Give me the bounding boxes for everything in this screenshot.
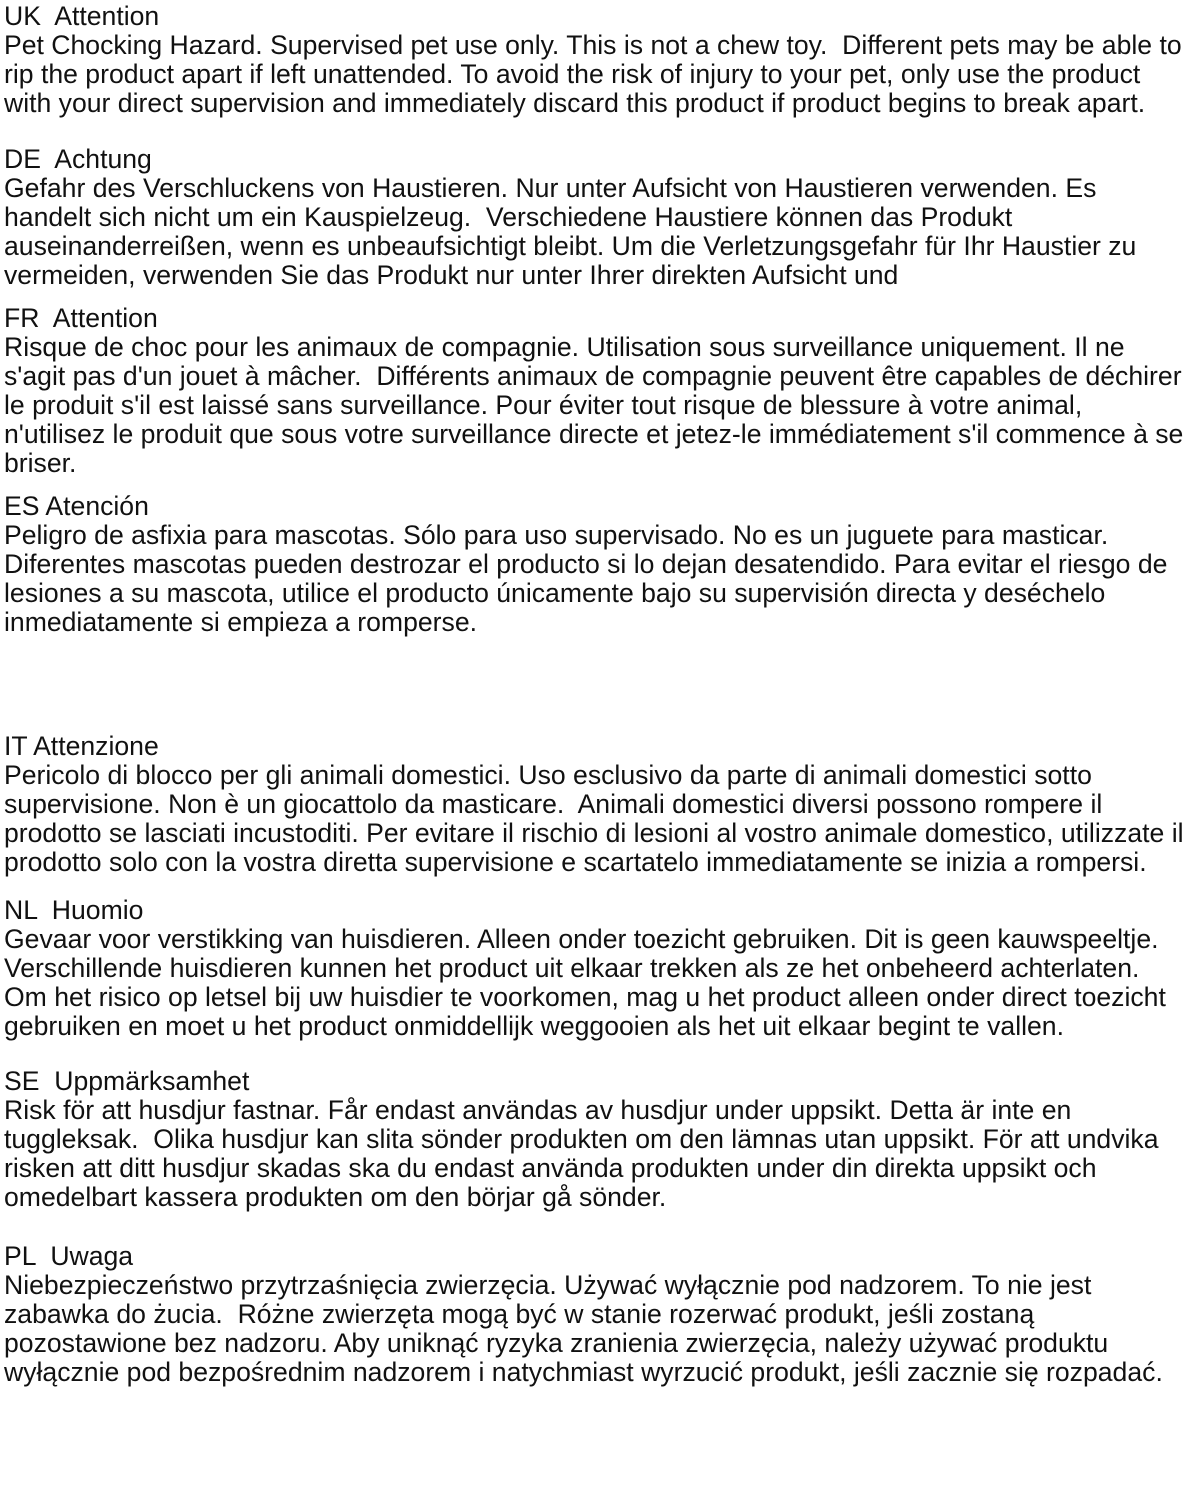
section-body-nl: Gevaar voor verstikking van huisdieren. Alleen onder toezicht gebruiken. Dit is geen kauwspeeltje. Verschillende huisdieren kunnen het product uit elkaar trekken als ze het onbeheerd achterlaten. Om het risico op letsel bij uw huisdier te voorkomen, mag u het product alleen onder direct toezicht gebruiken en moet u het product onmiddellijk weggooien als het uit elkaar begint te vallen. [4,924,1174,1041]
section-body-uk: Pet Chocking Hazard. Supervised pet use only. This is not a chew toy. Different pets may be able to rip the product apart if left unattended. To avoid the risk of injury to your pet, only use the product with your direct supervision and immediately discard this product if product begins to break apart. [4,30,1190,118]
warning-section-it [4,731,1191,877]
warning-section-se [4,1067,1187,1212]
section-heading-fr: FR Attention [4,303,158,333]
section-heading-uk: UK Attention [4,1,160,31]
section-heading-es: ES Atención [4,491,149,521]
warning-section-pl [4,1242,1187,1387]
section-heading-se: SE Uppmärksamhet [4,1066,250,1096]
warning-section-es [4,492,1187,637]
warning-section-fr [4,303,1191,478]
warning-section-nl [4,896,1187,1041]
section-body-es: Peligro de asfixia para mascotas. Sólo para uso supervisado. No es un juguete para masticar. Diferentes mascotas pueden destrozar el producto si lo dejan desatendido. Para evitar el riesgo de lesiones a su mascota, utilice el producto únicamente bajo su supervisión directa y deséchelo inmediatamente si empieza a romperse. [4,520,1175,637]
section-body-it: Pericolo di blocco per gli animali domestici. Uso esclusivo da parte di animali domestici sotto supervisione. Non è un giocattolo da masticare. Animali domestici diversi possono rompere il prodotto se lasciati incustoditi. Per evitare il rischio di lesioni al vostro animale domestico, utilizzate il prodotto solo con la vostra diretta supervisione e scartatelo immediatamente se inizia a rompersi. [4,760,1191,877]
section-heading-de: DE Achtung [4,144,152,174]
section-body-se: Risk för att husdjur fastnar. Får endast användas av husdjur under uppsikt. Detta är inte en tuggleksak. Olika husdjur kan slita sönder produkten om den lämnas utan uppsikt. För att undvika risken att ditt husdjur skadas ska du endast använda produkten under din direkta uppsikt och omedelbart kassera produkten om den börjar gå sönder. [4,1095,1166,1212]
section-heading-pl: PL Uwaga [4,1241,134,1271]
section-body-fr: Risque de choc pour les animaux de compagnie. Utilisation sous surveillance uniquement. Il ne s'agit pas d'un jouet à mâcher. Différents animaux de compagnie peuvent être capables de déchirer le produit s'il est laissé sans surveillance. Pour éviter tout risque de blessure à votre animal, n'utilisez le produit que sous votre surveillance directe et jetez-le immédiatement s'il commence à se briser. [4,332,1191,478]
section-heading-it: IT Attenzione [4,731,159,761]
warning-section-de [4,145,1187,290]
section-body-de: Gefahr des Verschluckens von Haustieren. Nur unter Aufsicht von Haustieren verwenden. Es handelt sich nicht um ein Kauspielzeug. Verschiedene Haustiere können das Produkt auseinanderreißen, wenn es unbeaufsichtigt bleibt. Um die Verletzungsgefahr für Ihr Haustier zu vermeiden, verwenden Sie das Produkt nur unter Ihrer direkten Aufsicht und [4,173,1144,290]
section-body-pl: Niebezpieczeństwo przytrzaśnięcia zwierzęcia. Używać wyłącznie pod nadzorem. To nie jest zabawka do żucia. Różne zwierzęta mogą być w stanie rozerwać produkt, jeśli zostaną pozostawione bez nadzoru. Aby uniknąć ryzyka zranienia zwierzęcia, należy używać produktu wyłącznie pod bezpośrednim nadzorem i natychmiast wyrzucić produkt, jeśli zacznie się rozpadać. [4,1270,1163,1387]
section-heading-nl: NL Huomio [4,895,144,925]
warning-section-uk [4,1,1190,118]
